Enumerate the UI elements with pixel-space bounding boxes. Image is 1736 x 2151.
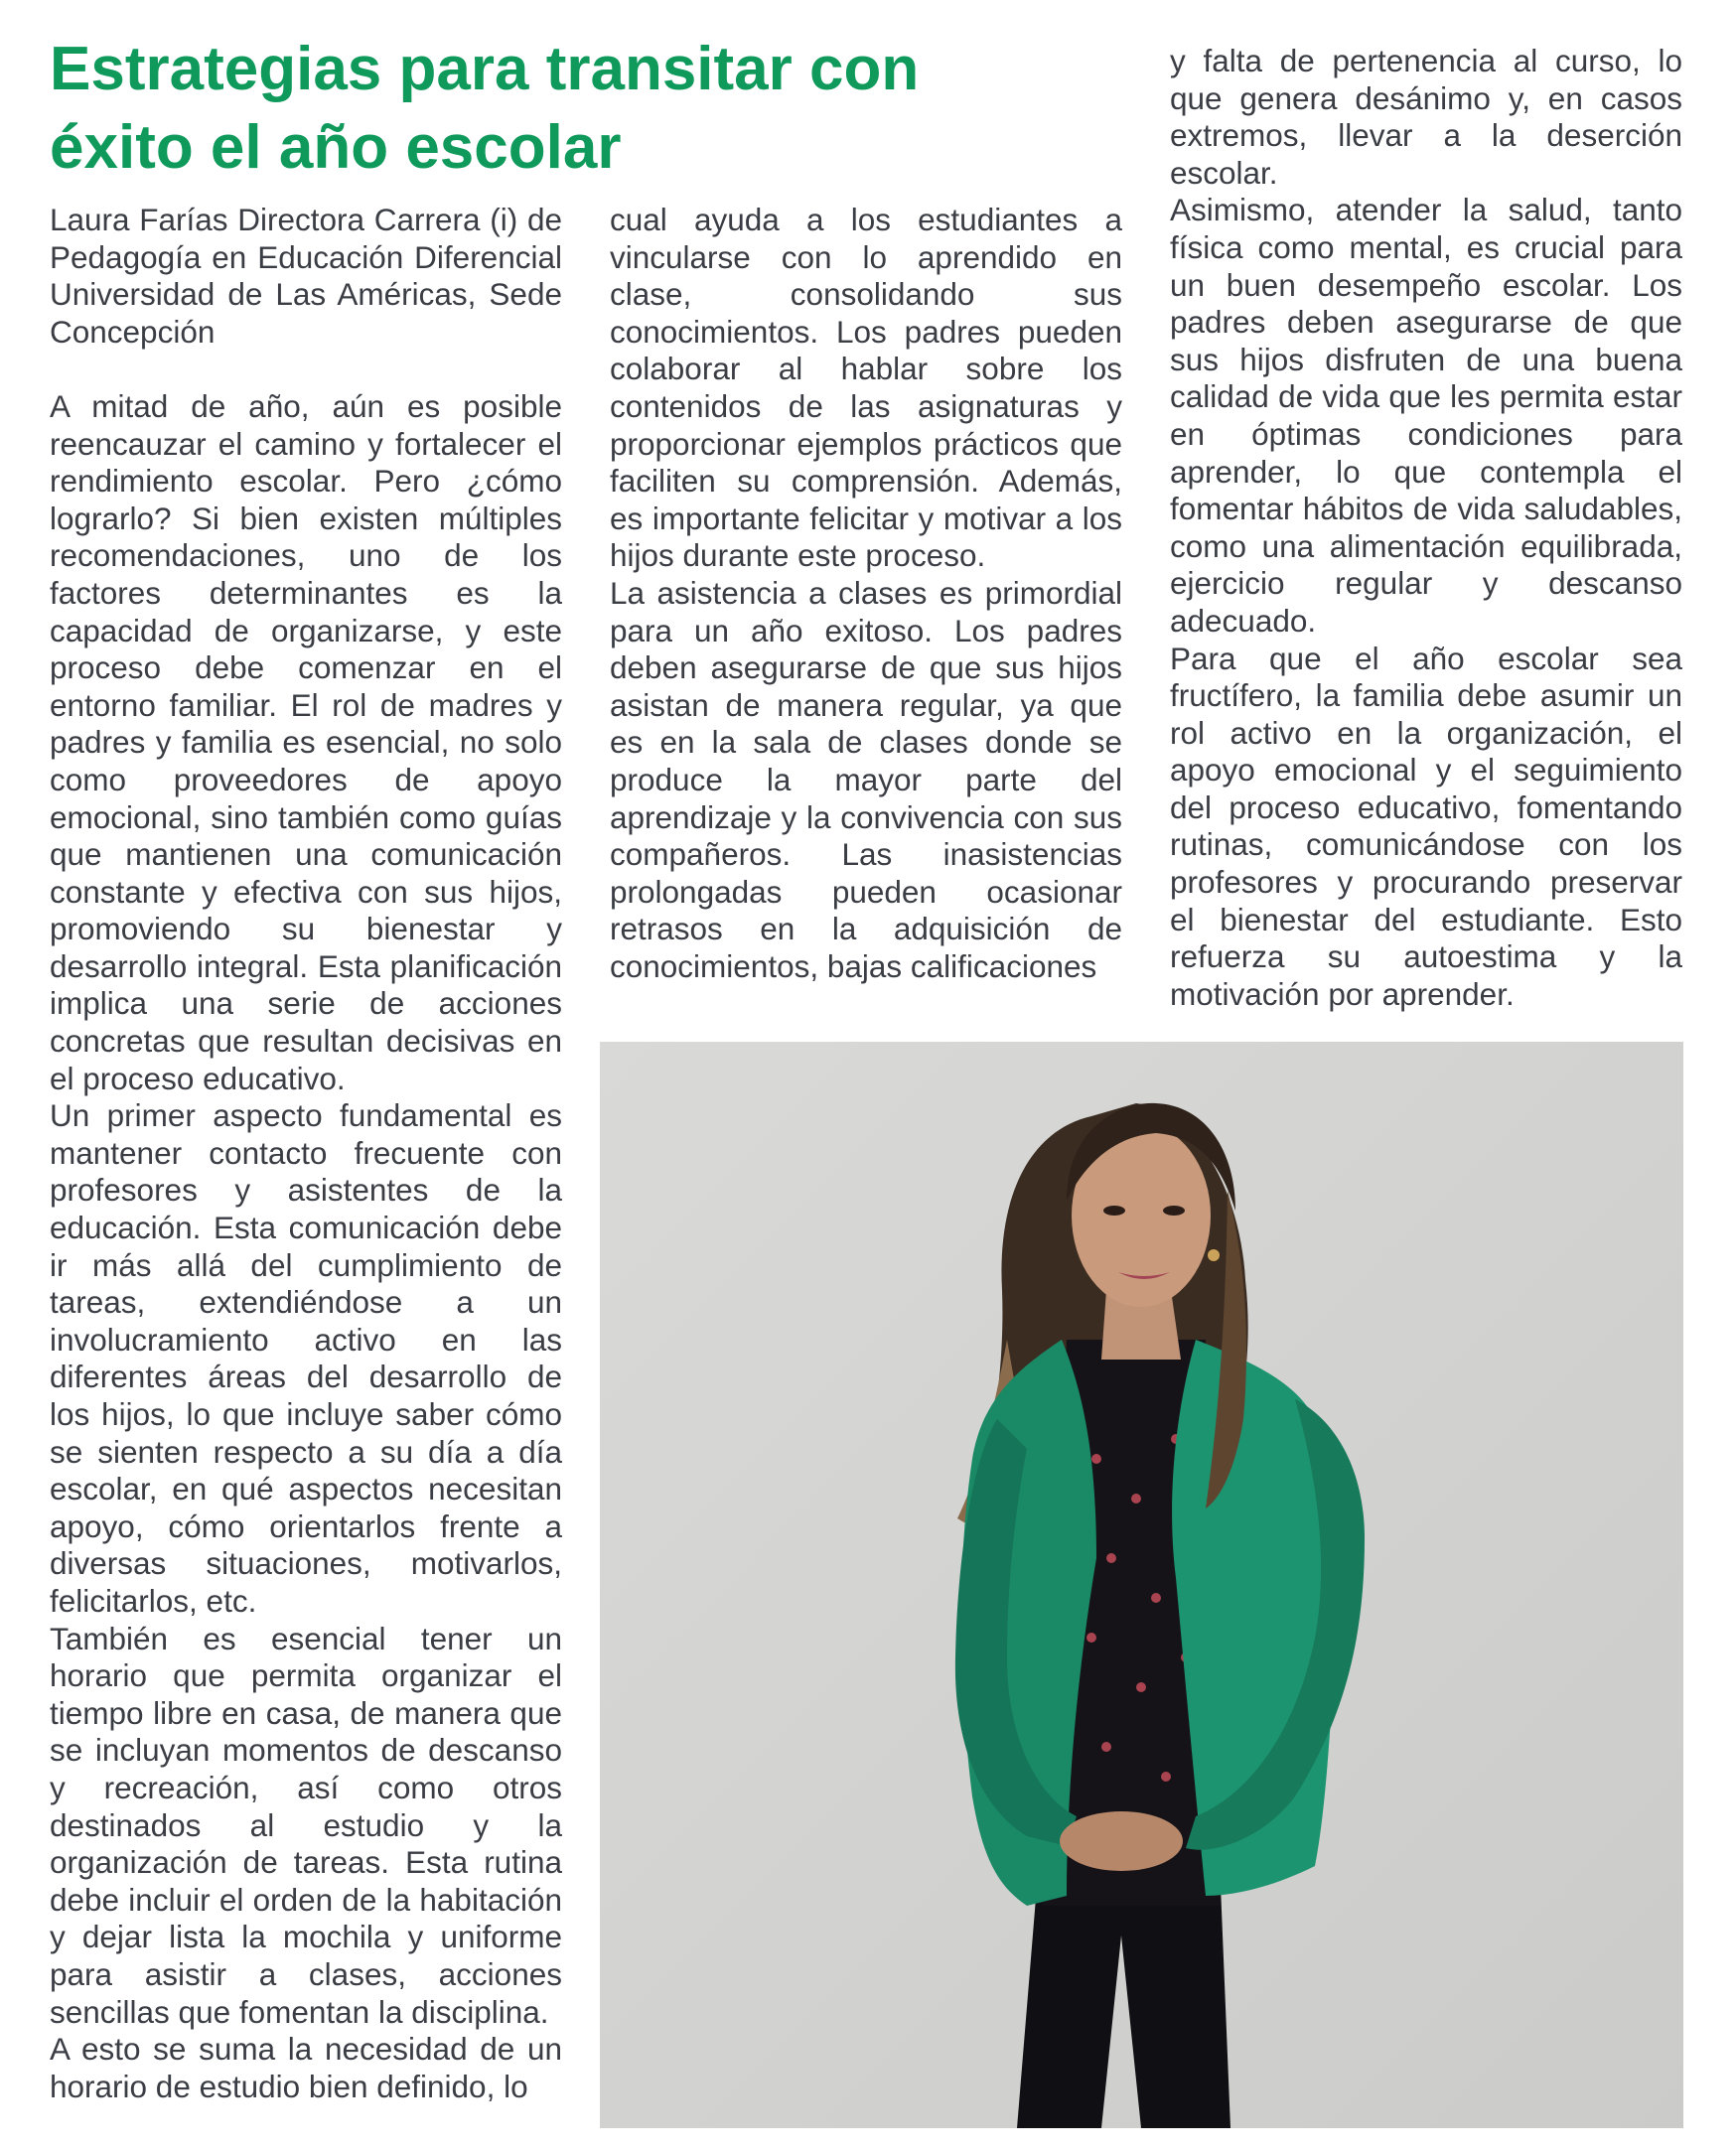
title-line-1: Estrategias para transitar con bbox=[50, 35, 920, 103]
paragraph-attendance-cont: y falta de pertenencia al curso, lo que genera desánimo y, en casos extremos, llevar a la deserción escolar. bbox=[1170, 43, 1682, 191]
article-title bbox=[50, 30, 1122, 187]
author-photo bbox=[600, 1042, 1683, 2128]
paragraph-intro: A mitad de año, aún es posible reencauzar el camino y fortalecer el rendimiento escolar. Pero ¿cómo lograrlo? Si bien existen múltiples recomendaciones, uno de los factores determinantes es la capacidad de organizarse, y este proceso debe comenzar en el entorno familiar. El rol de madres y padres y familia es esencial, no solo como proveedores de apoyo emocional, sino también como guías que mantienen una comunicación constante y efectiva con sus hijos, promoviendo su bienestar y desarrollo integral. Esta planificación implica una serie de acciones concretas que resultan decisivas en el proceso educativo. bbox=[50, 387, 562, 1096]
title-line-2: éxito el año escolar bbox=[50, 113, 622, 182]
paragraph-study-schedule-cont: cual ayuda a los estudiantes a vincularse con lo aprendido en clase, consolidando sus conocimientos. Los padres pueden colaborar al hablar sobre los contenidos de las asignaturas y proporcionar ejemplos prácticos que faciliten su comprensión. Además, es importante felicitar y motivar a los hijos durante este proceso. bbox=[610, 202, 1122, 574]
paragraph-study-schedule-start: A esto se suma la necesidad de un horario de estudio bien definido, lo bbox=[50, 2031, 562, 2104]
paragraph-contact: Un primer aspecto fundamental es mantener contacto frecuente con profesores y asistentes de la educación. Esta comunicación debe ir más allá del cumplimiento de tareas, extendiéndose a un involucramiento activo en las diferentes áreas del desarrollo de los hijos, lo que incluye saber cómo se sienten respecto a su día a día escolar, en qué aspectos necesitan apoyo, cómo orientarlos frente a diversas situaciones, motivarlos, felicitarlos, etc. bbox=[50, 1097, 562, 1619]
paragraph-conclusion: Para que el año escolar sea fructífero, la familia debe asumir un rol activo en la organización, el apoyo emocional y el seguimiento del proceso educativo, fomentando rutinas, comunicándose con los profesores y procurando preservar el bienestar del estudiante. Esto refuerza su autoestima y la motivación por aprender. bbox=[1170, 640, 1682, 1012]
text-column-1 bbox=[50, 202, 562, 2105]
paragraph-schedule: También es esencial tener un horario que permita organizar el tiempo libre en casa, de manera que se incluyan momentos de descanso y recreación, así como otros destinados al estudio y la organización de tareas. Esta rutina debe incluir el orden de la habitación y dejar lista la mochila y uniforme para asistir a clases, acciones sencillas que fomentan la disciplina. bbox=[50, 1620, 562, 2030]
paragraph-health: Asimismo, atender la salud, tanto física como mental, es crucial para un buen desempeño escolar. Los padres deben asegurarse de que sus hijos disfruten de una buena calidad de vida que les permita estar en óptimas condiciones para aprender, lo que contempla el fomentar hábitos de vida saludables, como una alimentación equilibrada, ejercicio regular y descanso adecuado. bbox=[1170, 192, 1682, 639]
byline: Laura Farías Directora Carrera (i) de Pedagogía en Educación Diferencial Universidad de Las Américas, Sede Concepción bbox=[50, 202, 562, 350]
text-column-3 bbox=[1170, 43, 1682, 1013]
text-column-2 bbox=[610, 202, 1122, 985]
paragraph-attendance: La asistencia a clases es primordial para un año exitoso. Los padres deben asegurarse de que sus hijos asistan de manera regular, ya que es en la sala de clases donde se produce la mayor parte del aprendizaje y la convivencia con sus compañeros. Las inasistencias prolongadas pueden ocasionar retrasos en la adquisición de conocimientos, bajas calificaciones bbox=[610, 574, 1122, 984]
